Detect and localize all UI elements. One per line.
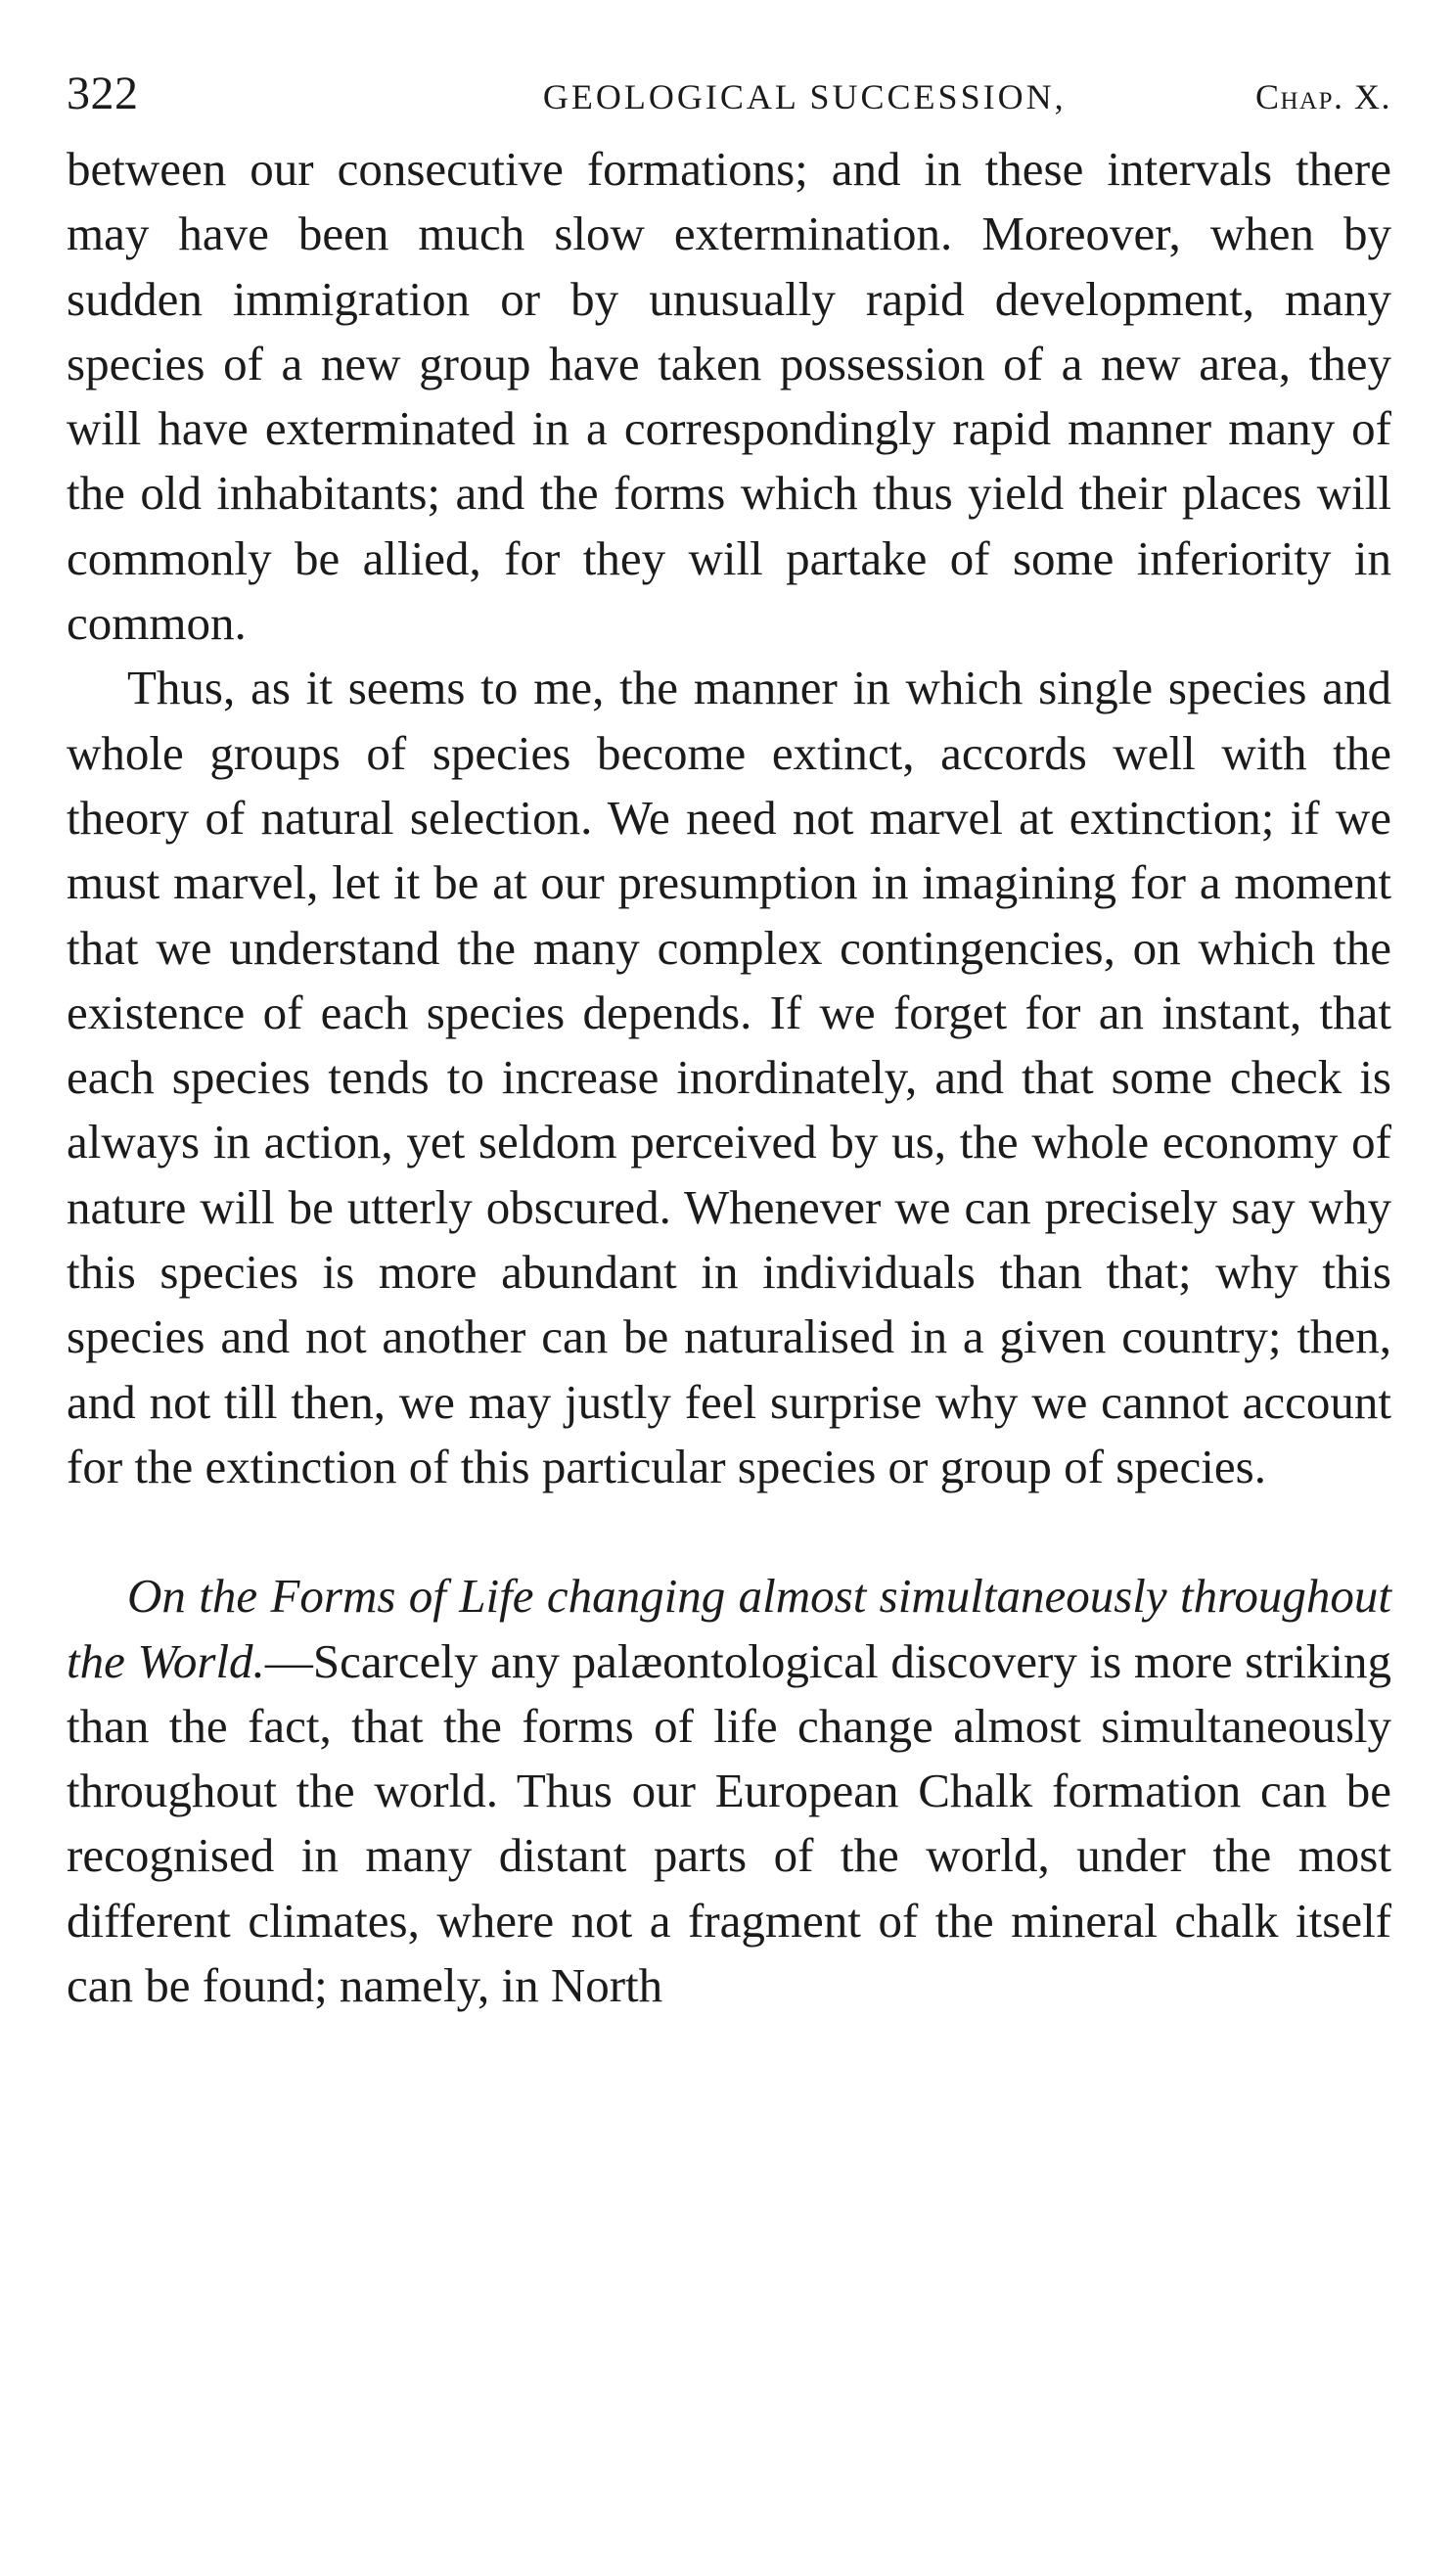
running-head <box>67 67 1391 125</box>
section-paragraph <box>67 1564 1391 2018</box>
page-number: 322 <box>67 68 139 119</box>
chapter-label: Chap. X. <box>1254 77 1391 116</box>
running-title: GEOLOGICAL SUCCESSION, <box>542 77 1067 116</box>
section-body: —Scarcely any palæontological discovery is more striking than the fact, that the forms of life change almost simultaneously throughout the world. Thus our European Chalk formation can be recognised in many distant parts of the world, under the most different climates, where not a fragment of the mineral chalk itself can be found; namely, in North <box>67 1633 1391 2013</box>
paragraph-extinction-summary: Thus, as it seems to me, the manner in which single species and whole groups of species become extinct, accords well with the theory of natural selection. We need not marvel at extinction; if we must marvel, let it be at our presumption in imagining for a moment that we understand the many complex contingencies, on which the existence of each species depends. If we forget for an instant, that each species tends to increase inordinately, and that some check is always in action, yet seldom perceived by us, the whole economy of nature will be utterly obscured. Whenever we can precisely say why this species is more abundant in individuals than that; why this species and not another can be naturalised in a given country; then, and not till then, we may justly feel surprise why we cannot account for the extinction of this particular species or group of species. <box>67 661 1391 1493</box>
paragraph-continuation: between our consecutive formations; and in these intervals there may have been much slow extermination. Moreover, when by sudden immigration or by unusually rapid development, many species of a new group have taken possession of a new area, they will have exterminated in a correspondingly rapid manner many of the old inhabitants; and the forms which thus yield their places will commonly be allied, for they will partake of some inferiority in common. <box>67 142 1391 651</box>
section-heading: On the Forms of Life changing almost simultaneously throughout the World. <box>67 1569 1391 1688</box>
body-text <box>67 137 1391 2018</box>
